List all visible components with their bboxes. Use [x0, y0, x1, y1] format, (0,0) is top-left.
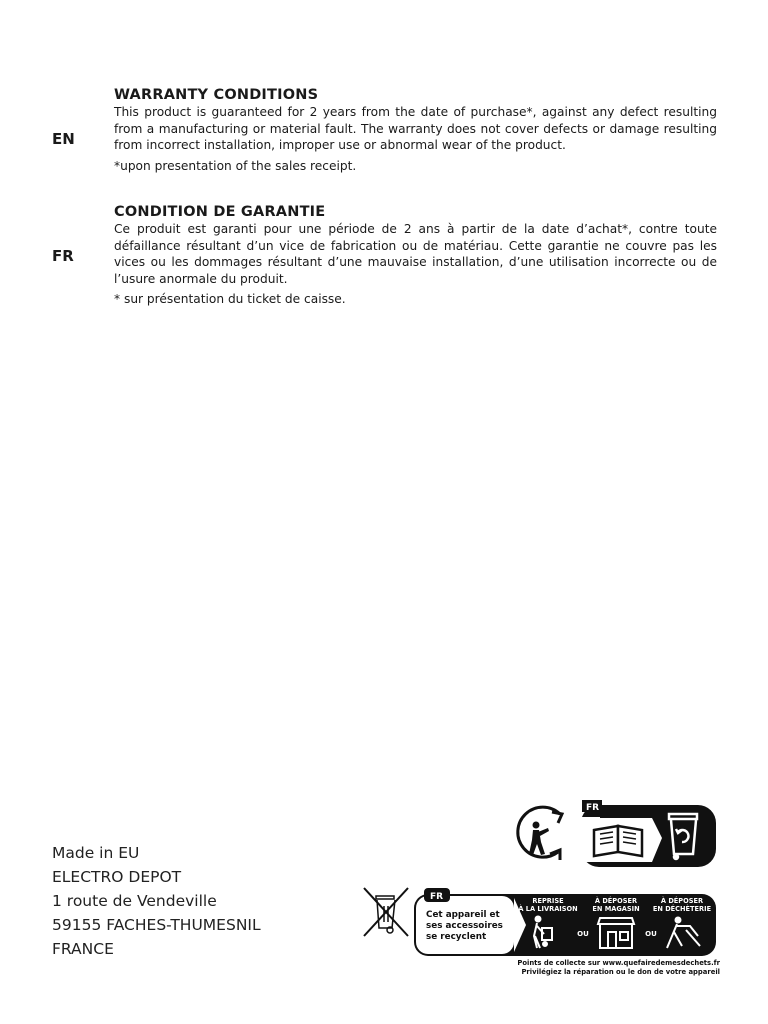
panel-message-line: ses accessoires [426, 921, 503, 931]
manufacturer-address [52, 841, 261, 961]
or-label: OU [645, 930, 657, 938]
panel-message-line: Cet appareil et [426, 910, 500, 920]
collection-points-text: Points de collecte sur www.quefairedemesdechets.fr [517, 959, 720, 967]
book-icon [586, 818, 652, 862]
panel-country-tag: FR [430, 892, 444, 902]
address-line: 59155 FACHES-THUMESNIL [52, 916, 261, 934]
option-label: À LA LIVRAISON [518, 905, 578, 913]
section-title: CONDITION DE GARANTIE [114, 204, 326, 220]
option-label: EN DÉCHÈTERIE [652, 905, 712, 913]
address-line: ELECTRO DEPOT [52, 868, 182, 886]
option-label: EN MAGASIN [592, 905, 640, 913]
section-body: Ce produit est garanti pour une période de 2 ans à partir de la date d’achat*, contre toute défaillance résultant d’un vice de fabrication ou de matériau. Cette garantie ne couvre pas les vices ou les dommages résultant d’une mauvaise installation, d’une utilisation incorrecte ou de l’usure anormale du produit. [114, 222, 717, 286]
crossed-bin-icon [364, 888, 408, 936]
person-icon [529, 822, 549, 856]
language-label-en: EN [52, 130, 75, 148]
triman-country-tag: FR [586, 803, 600, 813]
address-line: 1 route de Vendeville [52, 892, 217, 910]
or-label: OU [577, 930, 589, 938]
panel-message-line: se recyclent [426, 932, 487, 942]
section-note: * sur présentation du ticket de caisse. [114, 292, 346, 307]
section-title: WARRANTY CONDITIONS [114, 87, 319, 103]
section-note: *upon presentation of the sales receipt. [114, 158, 357, 173]
recycling-info-panel [362, 886, 724, 982]
language-label-fr: FR [52, 247, 74, 265]
warranty-section-en [114, 86, 717, 174]
address-line: FRANCE [52, 940, 114, 958]
option-label: REPRISE [532, 897, 564, 905]
warranty-section-fr [114, 203, 717, 308]
address-line: Made in EU [52, 844, 140, 862]
triman-logo [514, 800, 720, 870]
option-label: À DÉPOSER [594, 897, 638, 905]
section-body: This product is guaranteed for 2 years from the date of purchase*, against any defect resulting from a manufacturing or material fault. The warranty does not cover defects or damage resulting from incorrect installation, improper use or abnormal wear of the product. [114, 105, 717, 153]
repair-advice-text: Privilégiez la réparation ou le don de votre appareil [521, 968, 720, 976]
option-label: À DÉPOSER [660, 897, 704, 905]
